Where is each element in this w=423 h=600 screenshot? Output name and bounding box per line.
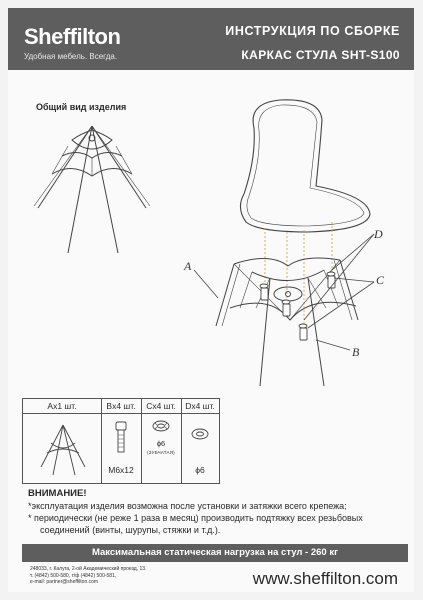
warning-title: ВНИМАНИЕ! [28, 488, 87, 499]
label-d: D [374, 227, 383, 241]
base-frame-icon [37, 419, 89, 477]
parts-col-d-size: ϕ6 [195, 465, 205, 475]
parts-col-d-header: Dx4 шт. [181, 399, 219, 414]
page-subtitle: КАРКАС СТУЛА SHT-S100 [241, 48, 400, 62]
toothed-washer-icon [151, 419, 171, 433]
footer-address-line-3: e-mail: partner@sheffilton.com [30, 579, 99, 585]
parts-col-a-header: Ax1 шт. [23, 399, 101, 414]
brand-tagline: Удобная мебель. Всегда. [24, 52, 118, 61]
instruction-sheet [8, 8, 414, 592]
parts-col-a [23, 399, 102, 483]
label-a: A [184, 259, 192, 273]
parts-col-c [141, 399, 182, 483]
label-b: B [352, 345, 360, 359]
parts-col-c-size: ϕ6 [156, 439, 166, 448]
warning-line-2: * периодически (не реже 1 раза в месяц) производить подтяжку всех резьбовых [28, 513, 363, 523]
parts-col-b-size: M6x12 [108, 465, 134, 475]
parts-col-c-note: (ЗУБЧАТАЯ) [147, 450, 175, 455]
label-c: C [376, 273, 385, 287]
warning-line-1: *эксплуатация изделия возможна после установки и затяжки всего крепежа; [28, 501, 347, 511]
parts-table [22, 398, 220, 484]
part-leaders [194, 234, 374, 350]
max-load-bar: Максимальная статическая нагрузка на стул - 260 кг [22, 544, 408, 562]
website-url: www.sheffilton.com [252, 569, 398, 588]
footer-address-line-2: т. (4842) 500-580, т/ф (4842) 500-581, [30, 572, 117, 579]
parts-col-b-header: Bx4 шт. [101, 399, 141, 414]
footer-address [30, 566, 180, 586]
warning-line-3: соединений (винты, шурупы, стяжки и т.д.). [40, 525, 221, 535]
screw-icon [113, 421, 129, 455]
general-view-base [34, 126, 150, 253]
footer [22, 566, 408, 590]
warning-notes [28, 488, 408, 536]
general-view-caption: Общий вид изделия [36, 102, 127, 112]
chair-seat-shell [240, 100, 370, 232]
brand-logo: Sheffilton [24, 24, 121, 49]
parts-col-d [181, 399, 219, 483]
assembly-guides [265, 222, 332, 334]
parts-col-b [101, 399, 142, 483]
page-title: ИНСТРУКЦИЯ ПО СБОРКЕ [225, 24, 400, 38]
washer-icon [190, 427, 210, 441]
parts-col-c-header: Cx4 шт. [141, 399, 181, 414]
footer-address-line-1: 248033, г. Калуга, 2-ой Академический проезд, 13. [30, 566, 147, 572]
